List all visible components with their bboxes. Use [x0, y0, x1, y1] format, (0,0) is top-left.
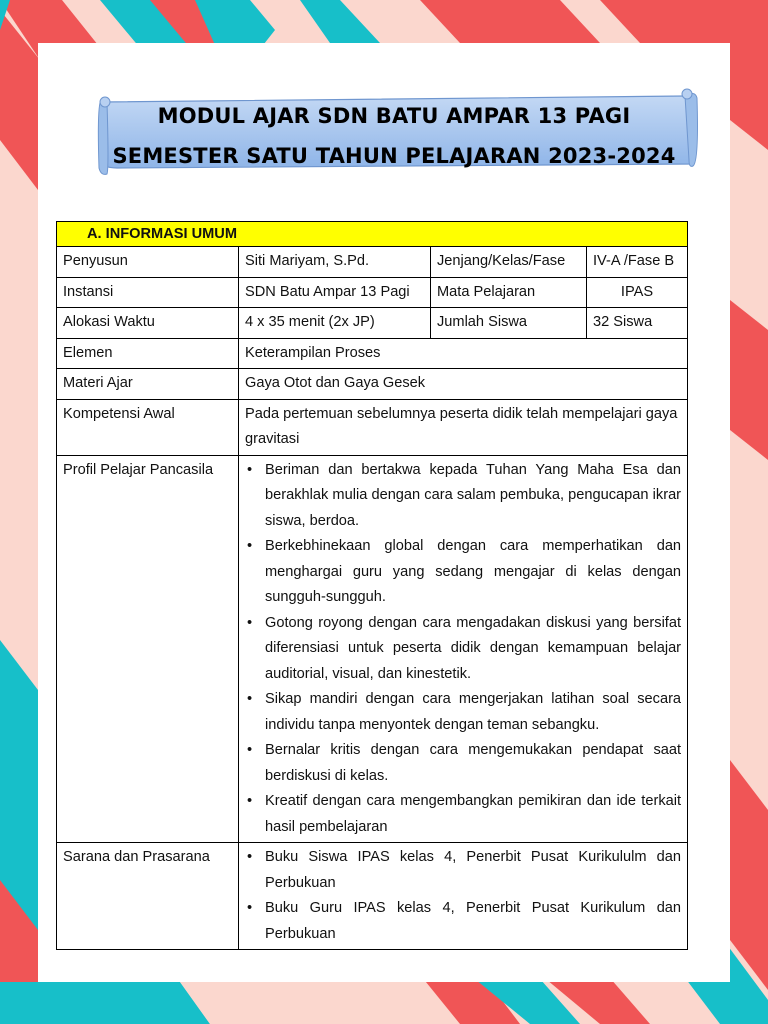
- sarana-list-cell: [239, 843, 688, 950]
- row-label: Alokasi Waktu: [57, 308, 239, 339]
- row-value: Pada pertemuan sebelumnya peserta didik telah mempelajari gaya gravitasi: [239, 399, 688, 455]
- row-label: Elemen: [57, 338, 239, 369]
- row-label: Jumlah Siswa: [431, 308, 587, 339]
- row-value: IV-A /Fase B: [587, 247, 688, 278]
- row-value: 4 x 35 menit (2x JP): [239, 308, 431, 339]
- row-label: Instansi: [57, 277, 239, 308]
- list-item: • Bernalar kritis dengan cara mengemukakan pendapat saat berdiskusi di kelas.: [245, 738, 681, 789]
- table-row: [57, 247, 688, 278]
- stripe-teal: [0, 982, 210, 1024]
- table-row: [57, 843, 688, 950]
- row-label: Jenjang/Kelas/Fase: [431, 247, 587, 278]
- table-row: [57, 455, 688, 843]
- sarana-list: [245, 845, 681, 947]
- row-value: SDN Batu Ampar 13 Pagi: [239, 277, 431, 308]
- stripe-peach: [300, 982, 420, 1024]
- row-value: IPAS: [587, 277, 688, 308]
- list-item: • Sikap mandiri dengan cara mengerjakan latihan soal secara individu tanpa menyontek dengan teman sebangku.: [245, 687, 681, 738]
- row-label: Mata Pelajaran: [431, 277, 587, 308]
- list-item: • Kreatif dengan cara mengembangkan pemikiran dan ide terkait hasil pembelajaran: [245, 789, 681, 840]
- row-value: Siti Mariyam, S.Pd.: [239, 247, 431, 278]
- row-label: Materi Ajar: [57, 369, 239, 400]
- section-header-row: [57, 222, 688, 247]
- list-item: • Gotong royong dengan cara mengadakan diskusi yang bersifat diferensiasi untuk peserta didik dengan kemampuan belajar auditorial, visual, dan kinestetik.: [245, 611, 681, 688]
- title-line-2: SEMESTER SATU TAHUN PELAJARAN 2023-2024: [112, 144, 676, 168]
- table-row: [57, 277, 688, 308]
- banner-title: [108, 96, 680, 174]
- row-value: Keterampilan Proses: [239, 338, 688, 369]
- row-value: Gaya Otot dan Gaya Gesek: [239, 369, 688, 400]
- row-value: 32 Siswa: [587, 308, 688, 339]
- title-line-1: MODUL AJAR SDN BATU AMPAR 13 PAGI: [157, 104, 631, 128]
- list-item: • Berkebhinekaan global dengan cara memperhatikan dan menghargai guru yang sedang mengajar di kelas dengan sungguh-sungguh.: [245, 534, 681, 611]
- table-row: [57, 338, 688, 369]
- list-item: • Beriman dan bertakwa kepada Tuhan Yang Maha Esa dan berakhlak mulia dengan cara salam pembuka, pengucapan ikrar siswa, berdoa.: [245, 458, 681, 535]
- row-label: Sarana dan Prasarana: [57, 843, 239, 950]
- row-label: Penyusun: [57, 247, 239, 278]
- profil-list: [245, 458, 681, 841]
- list-item: • Buku Guru IPAS kelas 4, Penerbit Pusat Kurikulum dan Perbukuan: [245, 896, 681, 947]
- row-label: Kompetensi Awal: [57, 399, 239, 455]
- informasi-umum-table: [56, 221, 688, 950]
- list-item: • Buku Siswa IPAS kelas 4, Penerbit Pusat Kurikululm dan Perbukuan: [245, 845, 681, 896]
- row-label: Profil Pelajar Pancasila: [57, 455, 239, 843]
- table-row: [57, 308, 688, 339]
- table-row: [57, 369, 688, 400]
- table-row: [57, 399, 688, 455]
- profil-list-cell: [239, 455, 688, 843]
- section-title: A. INFORMASI UMUM: [57, 222, 688, 247]
